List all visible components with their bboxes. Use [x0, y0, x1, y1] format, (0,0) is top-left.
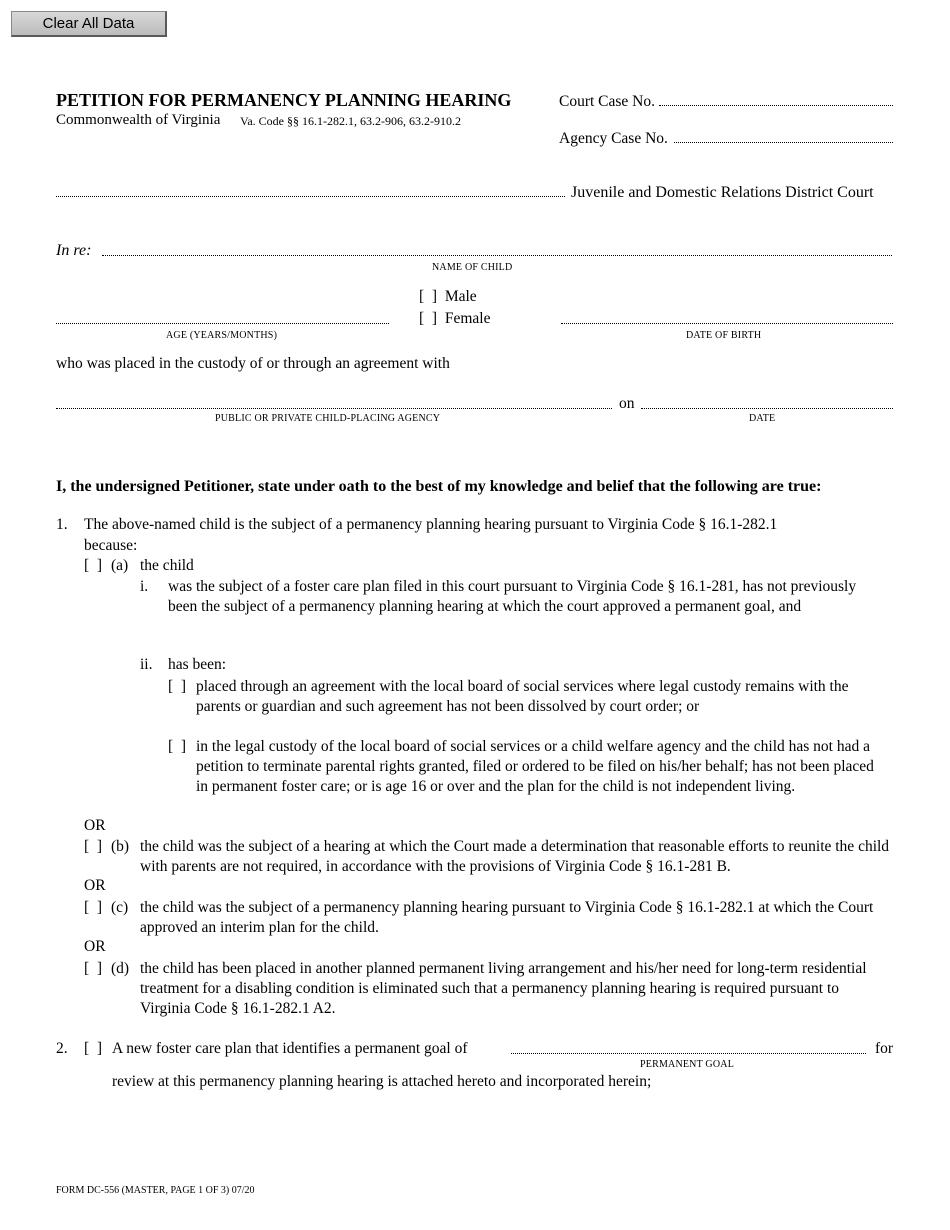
form-title: PETITION FOR PERMANENCY PLANNING HEARING: [56, 90, 512, 110]
item-1-intro-line1: The above-named child is the subject of a permanency planning hearing pursuant to Virginia Code § 16.1-282.1: [84, 516, 778, 533]
option-a-label: (a): [111, 557, 129, 574]
sub-i-label: i.: [140, 578, 149, 595]
male-checkbox[interactable]: [ ]: [419, 288, 438, 305]
item-2-number: 2.: [56, 1040, 68, 1057]
custody-text: who was placed in the custody of or through an agreement with: [56, 355, 450, 372]
permanent-goal-caption: PERMANENT GOAL: [640, 1059, 735, 1070]
male-label: Male: [444, 288, 477, 305]
checkbox-b[interactable]: [ ]: [84, 838, 103, 855]
sub-ii-label: ii.: [140, 656, 153, 673]
court-case-label: Court Case No.: [559, 93, 656, 110]
or-separator: OR: [84, 817, 106, 834]
option-a-text: the child: [140, 557, 194, 574]
checkbox-a[interactable]: [ ]: [84, 557, 103, 574]
item-2-for: for: [875, 1040, 894, 1057]
sub-i-text: was the subject of a foster care plan filed in this court pursuant to Virginia Code § 16.1-281, has not previously been the subject of a permanency planning hearing at which the court approved a permanent goal, and: [168, 578, 857, 615]
female-checkbox[interactable]: [ ]: [419, 310, 438, 327]
child-name-field[interactable]: [102, 255, 892, 256]
checkbox-ii-1[interactable]: [ ]: [168, 678, 187, 695]
on-label: on: [619, 395, 635, 412]
or-separator: OR: [84, 877, 106, 894]
court-case-field[interactable]: [659, 105, 893, 106]
name-of-child-caption: NAME OF CHILD: [432, 262, 513, 273]
checkbox-c[interactable]: [ ]: [84, 899, 103, 916]
sub-ii-text: has been:: [168, 656, 227, 673]
age-caption: AGE (YEARS/MONTHS): [166, 330, 278, 341]
or-separator: OR: [84, 938, 106, 955]
agency-case-field[interactable]: [674, 142, 893, 143]
item-1-number: 1.: [56, 516, 68, 533]
oath-statement: I, the undersigned Petitioner, state under oath to the best of my knowledge and belief that the following are true:: [56, 478, 822, 495]
female-option[interactable]: [419, 310, 490, 328]
male-option[interactable]: [419, 288, 477, 306]
court-label: Juvenile and Domestic Relations District Court: [571, 184, 874, 201]
item-2-text-a: A new foster care plan that identifies a permanent goal of: [112, 1040, 468, 1057]
placement-date-field[interactable]: [641, 408, 893, 409]
permanent-goal-field[interactable]: [511, 1053, 866, 1054]
option-b-label: (b): [111, 838, 130, 855]
checkbox-d[interactable]: [ ]: [84, 960, 103, 977]
dob-caption: DATE OF BIRTH: [686, 330, 762, 341]
date-caption: DATE: [749, 413, 776, 424]
option-c-text: the child was the subject of a permanency planning hearing pursuant to Virginia Code § 16.1-282.1 at which the Court approved an interim plan for the child.: [140, 899, 874, 936]
sub-ii-option-1: placed through an agreement with the local board of social services where legal custody remains with the parents or guardian and such agreement has not been dissolved by court order; or: [196, 678, 849, 715]
sub-ii-option-2: in the legal custody of the local board of social services or a child welfare agency and the child has not had a petition to terminate parental rights granted, filed or ordered to be filed on his/her behalf; has not been placed in permanent foster care; or is age 16 or over and the plan for the child is not independent living.: [196, 738, 874, 795]
age-field[interactable]: [56, 323, 389, 324]
form-footer: FORM DC-556 (MASTER, PAGE 1 OF 3) 07/20: [56, 1185, 255, 1196]
agency-caption: PUBLIC OR PRIVATE CHILD-PLACING AGENCY: [215, 413, 441, 424]
checkbox-ii-2[interactable]: [ ]: [168, 738, 187, 755]
option-d-text: the child has been placed in another planned permanent living arrangement and his/her need for long-term residential treatment for a disabling condition is eliminated such that a permanency planning hearing is required pursuant to Virginia Code § 16.1-282.1 A2.: [140, 960, 867, 1017]
checkbox-item-2[interactable]: [ ]: [84, 1040, 103, 1057]
court-name-field[interactable]: [56, 196, 565, 197]
item-2-text-b: review at this permanency planning hearing is attached hereto and incorporated herein;: [112, 1073, 652, 1090]
option-c-label: (c): [111, 899, 129, 916]
option-d-label: (d): [111, 960, 130, 977]
state-name: Commonwealth of Virginia: [56, 112, 221, 128]
item-1-intro-line2: because:: [84, 537, 138, 554]
clear-all-data-button[interactable]: Clear All Data: [11, 11, 167, 37]
agency-case-label: Agency Case No.: [559, 130, 668, 147]
option-b-text: the child was the subject of a hearing at which the Court made a determination that reasonable efforts to reunite the child with parents are not required, in accordance with the provisions of Virginia Code § 16.1-281 B.: [140, 838, 890, 875]
agency-field[interactable]: [56, 408, 612, 409]
female-label: Female: [444, 310, 491, 327]
code-citation: Va. Code §§ 16.1-282.1, 63.2-906, 63.2-910.2: [240, 114, 461, 128]
in-re-label: In re:: [56, 242, 92, 259]
dob-field[interactable]: [561, 323, 893, 324]
